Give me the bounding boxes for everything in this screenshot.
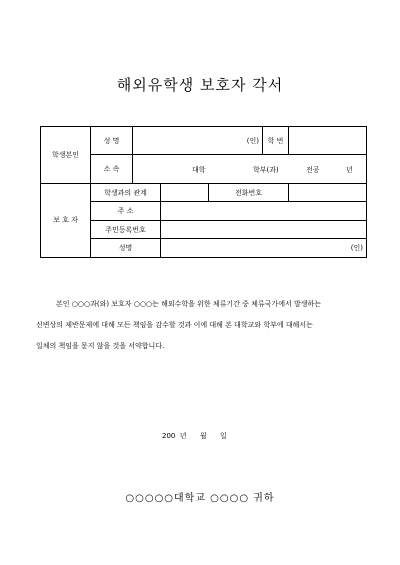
- relation-field[interactable]: [161, 183, 209, 202]
- major-label: 전공: [306, 166, 320, 175]
- resident-id-label: 주민등록번호: [91, 220, 161, 239]
- student-name-field[interactable]: [133, 127, 263, 155]
- pledge-statement: [36, 294, 368, 357]
- student-name-row: [41, 127, 367, 155]
- pledge-form-table: [40, 126, 367, 258]
- guardian-seal-mark: (인): [350, 244, 364, 253]
- phone-field[interactable]: [289, 183, 367, 202]
- relation-label: 학생과의 관계: [91, 183, 161, 202]
- student-name-label: 성 명: [91, 127, 133, 155]
- student-id-field[interactable]: [289, 127, 367, 155]
- student-id-label: 학 번: [263, 127, 289, 155]
- date-line: 200 년 월 일: [162, 432, 227, 440]
- affiliation-label: 소 속: [91, 155, 133, 183]
- pledge-line-1: 본인 ○○○과(와) 보호자 ○○○는 해외수학을 위한 체류기간 중 체류국가에서 발생하는: [56, 300, 321, 308]
- address-field[interactable]: [161, 202, 367, 221]
- affiliation-field[interactable]: [133, 155, 367, 183]
- pledge-line-3: 일체의 책임을 묻지 않을 것을 서약합니다.: [36, 342, 165, 350]
- university-suffix: 대학: [192, 166, 206, 175]
- guardian-relation-row: [41, 183, 367, 202]
- phone-label: 전화번호: [209, 183, 289, 202]
- department-suffix: 학부(과): [253, 166, 279, 175]
- guardian-name-field[interactable]: [161, 239, 367, 258]
- student-section-header: 학생본인: [41, 127, 91, 184]
- student-seal-mark: (인): [246, 136, 260, 145]
- document-title: 해외유학생 보호자 각서: [116, 76, 284, 94]
- resident-id-field[interactable]: [161, 220, 367, 239]
- addressee: ○○○○○대학교 ○○○○ 귀하: [125, 493, 275, 504]
- guardian-name-label: 성명: [91, 239, 161, 258]
- address-label: 주 소: [91, 202, 161, 221]
- pledge-line-2: 신변상의 제반문제에 대해 모든 책임을 감수할 것과 이에 대해 본 대학교와 학부에 대해서는: [36, 321, 313, 329]
- year-suffix: 년: [346, 166, 353, 175]
- guardian-section-header: 보 호 자: [41, 183, 91, 257]
